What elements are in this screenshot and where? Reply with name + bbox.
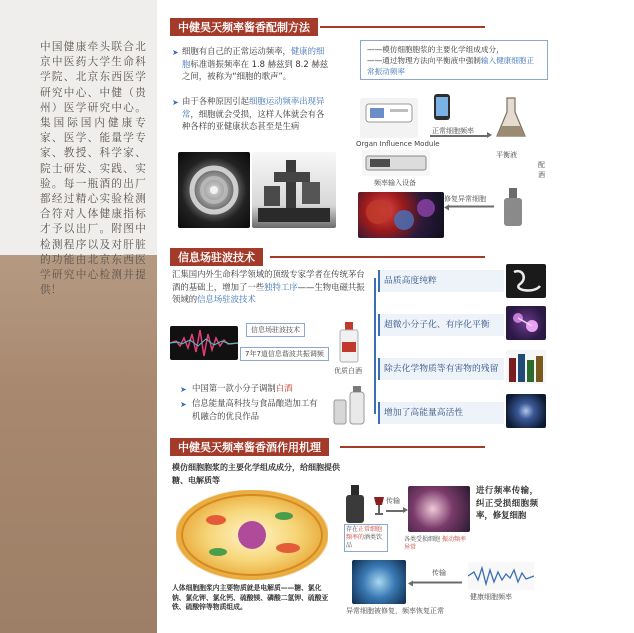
calligraphy-image — [506, 264, 546, 298]
section3-header — [170, 438, 610, 456]
healthy-label: 健康细胞频率 — [470, 593, 512, 601]
device-caption: Organ Influence Module — [356, 140, 440, 148]
s2-para-a: 汇集国内外生命科学领域的顶级专家学者在传统茅台酒的基础上，增加了一些 — [172, 269, 365, 292]
normal-freq-label: 正常细胞频率 — [432, 127, 474, 135]
damaged-label — [404, 536, 466, 552]
feature-2: 超微小分子化、有序化平衡 — [378, 314, 504, 336]
callout-line-a: ——模仿细胞胞浆的主要化学组成成分， — [367, 45, 504, 54]
callout-line-c: 输入健康细胞正常振动频率 — [367, 56, 535, 76]
section2-para — [172, 268, 372, 306]
tech-label: 信息场驻波技术 — [246, 323, 305, 337]
cell-frequency-image — [178, 152, 250, 228]
damaged-label-a: 各类受损细胞 — [404, 536, 441, 543]
bottle-label-a: 存在 — [346, 526, 359, 533]
sidebar-text: 中国健康牵头联合北京中医药大学生命科学院、北京东西医学研究中心、中健（贵州）医学研究中心。集国际国内健康专家、医学、能量学专家、教授、科学家、院士研发、实践、实验。每一瓶酒的出厂都经过精心实验检测合符对人体健康指标才予以出厂。附图中检测程序以及对肝脏的功能由北京东西医学研究中心检测并提供！ — [40, 41, 146, 297]
input-device-image — [362, 150, 430, 176]
section1-header — [170, 18, 610, 36]
wine-bottle-icon — [340, 484, 370, 524]
section3-right-text: 进行频率传输，纠正受损细胞频率，修复细胞 — [476, 485, 538, 521]
s2-b1-a: 中国第一款小分子调制 — [192, 383, 276, 393]
transfer-label: 传输 — [386, 497, 400, 505]
damaged-cells-image — [408, 486, 470, 532]
healthy-waveform-image — [468, 562, 534, 590]
wine-bottle-icon — [498, 186, 528, 228]
bottle-label-c: 酒类饮品 — [346, 534, 383, 549]
section2-bullet1 — [192, 382, 332, 395]
s2-para-d: 信息场驻波技术 — [197, 294, 256, 305]
section3-title: 中健昊天频率酱香酒作用机理 — [170, 438, 329, 456]
galaxy-image — [506, 394, 546, 428]
feature-bracket — [374, 278, 376, 414]
section2-title: 信息场驻波技术 — [170, 248, 263, 266]
microscope-image — [252, 152, 336, 228]
s1-b2-a: 由于各种原因引起 — [182, 96, 249, 106]
wine-glass-icon — [372, 496, 386, 516]
sidebar — [0, 0, 157, 633]
damaged-label-b: 振动频率异常 — [404, 536, 466, 551]
mix-label: 配酒 — [538, 161, 545, 179]
s1-b1-c: 标准谐振频率在 1.8 赫兹到 8.2 赫兹之间，被称为“细胞的歌声”。 — [182, 58, 329, 82]
frequency-device-image — [360, 98, 418, 138]
bottle-label — [344, 524, 388, 552]
bullet-arrow-icon: ➤ — [172, 98, 179, 107]
s1-b1-a: 细胞有自己的正常运动频率， — [182, 46, 291, 56]
section2-bullet2: 信息能量高科技与食品酿造加工有机融合的优良作品 — [192, 398, 318, 421]
molecule-image — [506, 306, 546, 340]
balance-label: 平衡液 — [496, 151, 517, 159]
healthy-cells-image — [352, 560, 406, 604]
bottles-row-image — [506, 350, 546, 384]
phone-image — [424, 92, 460, 122]
transfer-arrow — [386, 510, 404, 512]
liquor-bottle-icon — [336, 320, 362, 364]
cells-image — [358, 192, 444, 238]
feature-4: 增加了高能量高活性 — [378, 402, 504, 424]
bottom-label: 异常细胞被修复，频率恢复正常 — [346, 607, 444, 615]
section1-bullet2 — [182, 95, 332, 133]
section1-callout — [360, 40, 548, 80]
transfer2-arrow — [412, 582, 462, 584]
section3-rule — [340, 446, 485, 448]
wine-label: 优质白酒 — [334, 367, 362, 375]
years-label: 7年7道信息谐波共振调频 — [240, 347, 329, 361]
feature-3: 除去化学物质等有害物的残留 — [378, 358, 504, 380]
section3-caption: 人体细胞胞浆内主要物质就是电解质——糖、氯化钠、氯化钾、氯化钙、硫酸镁、磷酸二氢钾、硫酸亚铁、硫酸锌等物质组成。 — [172, 584, 329, 612]
restore-label: 修复异常细胞 — [444, 195, 486, 203]
transfer2-label: 传输 — [432, 569, 446, 577]
s2-b1-b: 白酒 — [275, 383, 293, 393]
section3-intro: 模仿细胞胞浆的主要化学组成成分，给细胞提供糖、电解质等 — [172, 463, 340, 485]
input-device-label: 频率输入设备 — [374, 179, 416, 187]
waveform-image — [170, 326, 238, 360]
sidebar-shadow — [0, 255, 157, 633]
bottle-label-b: 正常细胞频率的 — [346, 526, 383, 541]
feature-1: 品质高度纯粹 — [378, 270, 504, 292]
s1-b2-c: ，细胞就会受损，这样人体就会有各种各样的亚健康状态甚至是生病 — [182, 108, 325, 132]
s2-para-b: 独特工序 — [264, 281, 298, 292]
s1-b1-b: 健康的细胞 — [182, 46, 325, 69]
bullet-arrow-icon: ➤ — [180, 400, 187, 409]
section1-bullet1 — [182, 45, 332, 83]
bullet-arrow-icon: ➤ — [172, 48, 179, 57]
section2-rule — [270, 256, 485, 258]
s2-para-c: ——生物电磁共振领域的 — [172, 281, 365, 305]
section1-rule — [320, 26, 485, 28]
section1-title: 中健昊天频率酱香配制方法 — [170, 18, 318, 36]
restore-arrow — [448, 206, 494, 208]
cell-diagram-image — [176, 490, 328, 580]
flask-icon — [494, 96, 528, 140]
callout-line-b: ——通过物理方法向平衡液中强制 — [367, 56, 481, 65]
bullet-arrow-icon: ➤ — [180, 385, 187, 394]
s1-b2-b: 细胞运动频率出现异常 — [182, 96, 325, 119]
bottles-image — [330, 384, 370, 426]
